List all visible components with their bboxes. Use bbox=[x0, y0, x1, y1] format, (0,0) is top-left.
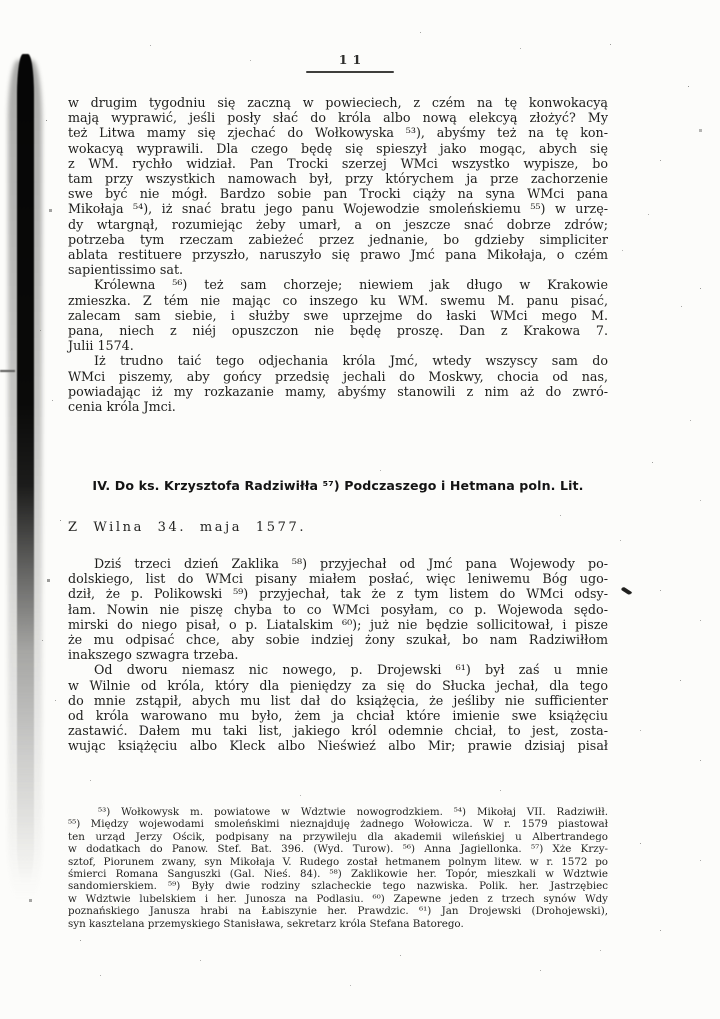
footnote-line: sandomierskiem. ⁵⁹) Były dwie rodziny szlacheckie tego nazwiska. Polik. her. Jastrzębiec bbox=[68, 880, 608, 893]
text-line: mają wyprawić, jeśli posły słać do króla albo nową elekcyą złożyć? My bbox=[68, 110, 608, 126]
text-line: wokacyą wyprawili. Dla czego będę się spieszył jako mogąc, abych się bbox=[68, 140, 608, 156]
text-line: cenia króla Jmci. bbox=[68, 399, 176, 415]
footnote-line: sztof, Piorunem zwany, syn Mikołaja V. Rudego został hetmanem polnym litew. w r. 1572 po bbox=[68, 855, 608, 868]
text-line: w drugim tygodniu się zaczną w powieciech, z czém na tę konwokacyą bbox=[68, 95, 608, 110]
paragraph-krolewna bbox=[68, 277, 608, 353]
text-line: pana, niech z niéj opuszczon nie będę proszę. Dan z Krakowa 7. bbox=[68, 323, 608, 339]
text-line: w Wilnie od króla, który dla pieniędzy za się do Słucka jechał, dla tego bbox=[68, 677, 608, 693]
text-line: Dziś trzeci dzień Zaklika ⁵⁸) przyjechał od Jmć pana Wojewody po- bbox=[94, 556, 608, 571]
page-header bbox=[303, 52, 397, 73]
footnote-line: śmierci Romana Sanguszki (Gal. Nieś. 84). ⁵⁸) Zaklikowie her. Topór, mieszkali w Wdztwie bbox=[68, 868, 608, 881]
footnote-line: syn kasztelana przemyskiego Stanisława, sekretarz króla Stefana Batorego. bbox=[68, 917, 464, 930]
text-line: dził, że p. Polikowski ⁵⁹) przyjechał, tak że z tym listem do WMci odsy- bbox=[68, 586, 608, 602]
paragraph-iz-trudno bbox=[68, 353, 608, 414]
scan-noise-speckles bbox=[0, 0, 1, 1]
footnote-line: ten urząd Jerzy Ościk, podpisany na przywileju dla akademii wileńskiej u Albertrandego bbox=[68, 830, 608, 843]
text-line: sapientissimo sat. bbox=[68, 262, 184, 278]
section-heading: IV. Do ks. Krzysztofa Radziwiłła ⁵⁷) Podczaszego i Hetmana poln. Lit. bbox=[92, 478, 584, 493]
text-line: od króla warowano mu było, żem ja chciał które imienie swe książęciu bbox=[68, 708, 608, 724]
paragraph-dzis-trzeci bbox=[68, 556, 608, 662]
text-line: wując książęciu albo Kleck albo Nieświeź albo Mir; prawie dzisiaj pisał bbox=[68, 738, 608, 754]
text-line: zalecam sam siebie, i służby swe uprzejme do łaski WMci mego M. bbox=[68, 307, 608, 323]
paragraph-od-dworu bbox=[68, 662, 608, 753]
text-line: zmieszka. Z tém nie mając co inszego ku WM. swemu M. panu pisać, bbox=[68, 292, 608, 308]
text-line: zastawić. Dałem mu taki list, jakiego król odemnie chciał, to jest, zosta- bbox=[68, 723, 608, 739]
letter-iv-body bbox=[68, 556, 608, 754]
text-line: Królewna ⁵⁶) też sam chorzeje; niewiem jak długo w Krakowie bbox=[94, 277, 608, 293]
text-line: Od dworu niemasz nic nowego, p. Drojewski ⁶¹) był zaś u mnie bbox=[94, 662, 608, 678]
text-line: do mnie zstąpił, abych mu list dał do książęcia, że jeśliby nie sufficienter bbox=[68, 692, 608, 708]
text-line: z WM. rychło widział. Pan Trocki szerzej WMci wszystko wypisze, bo bbox=[68, 155, 608, 171]
scan-artifact-dash bbox=[0, 370, 15, 372]
text-line: WMci piszemy, aby gońcy przedsię jechali do Moskwy, chocia od nas, bbox=[68, 368, 608, 384]
page-number-rule bbox=[306, 71, 394, 73]
footnote-line: poznańskiego Janusza hrabi na Łabiszynie her. Prawdzic. ⁶¹) Jan Drojewski (Drohojewski), bbox=[68, 905, 608, 918]
text-line: inakszego szwagra trzeba. bbox=[68, 647, 239, 663]
text-line: potrzeba tym rzeczam zabieżeć przez jednanie, bo gdzieby simpliciter bbox=[68, 231, 608, 247]
footnote-line: w dodatkach do Panow. Stef. Bat. 396. (Wyd. Turow). ⁵⁶) Anna Jagiellonka. ⁵⁷) Xże Krzy- bbox=[68, 843, 608, 856]
text-line: że mu odpisać chce, aby sobie indziej żony szukał, bo nam Radziwiłłom bbox=[68, 632, 608, 648]
text-line: dolskiego, list do WMci pisany miałem posłać, więc leniwemu Bóg ugo- bbox=[68, 571, 608, 587]
page-number: 11 bbox=[338, 52, 367, 67]
text-line: Mikołaja ⁵⁴), iż snać bratu jego panu Wojewodzie smoleńskiemu ⁵⁵) w urzę- bbox=[68, 201, 608, 217]
footnote-line: w Wdztwie lubelskiem i her. Junosza na Podlasiu. ⁶⁰) Zapewne jeden z trzech synów Wdy bbox=[68, 892, 608, 905]
letter-body-continuation bbox=[68, 95, 608, 414]
text-line: łam. Nowin nie piszę chyba to co WMci posyłam, co p. Wojewoda sędo- bbox=[68, 601, 608, 617]
text-line: dy wtargnął, rozumiejąc żeby umarł, a on jeszcze snać dobrze zdrów; bbox=[68, 216, 608, 232]
ink-blot-mark bbox=[621, 586, 632, 595]
footnotes-paragraph bbox=[68, 806, 608, 930]
footnote-line: ⁵³) Wołkowysk m. powiatowe w Wdztwie nowogrodzkiem. ⁵⁴) Mikołaj VII. Radziwiłł. bbox=[98, 806, 608, 818]
footnote-line: ⁵⁵) Między wojewodami smoleńskimi nieznajduję żadnego Wołowicza. W r. 1579 piastował bbox=[68, 818, 608, 831]
text-line: ablata restituere przyszło, naruszyło się prawo Jmć pana Mikołaja, o czém bbox=[68, 247, 608, 263]
binding-shadow bbox=[17, 54, 34, 884]
text-line: Iż trudno taić tego odjechania króla Jmć, wtedy wszyscy sam do bbox=[94, 353, 608, 369]
text-line: tam przy wszystkich namowach był, przy którychem ja prze zachorzenie bbox=[68, 171, 608, 187]
paragraph-convocation bbox=[68, 95, 608, 277]
text-line: też Litwa mamy się zjechać do Wołkowyska ⁵³), abyśmy też na tę kon- bbox=[68, 125, 608, 141]
footnotes-block bbox=[68, 806, 608, 930]
text-line: swe być nie mógł. Bardzo sobie pan Trocki ciąży na syna WMci pana bbox=[68, 186, 608, 202]
text-line: mirski do niego pisał, o p. Liatalskim ⁶⁰); już nie będzie sollicitował, i pisze bbox=[68, 616, 608, 632]
text-line: powiadając iż my rozkazanie mamy, abyśmy stanowili z nim aż do zwró- bbox=[68, 383, 608, 399]
text-line: Julii 1574. bbox=[68, 338, 134, 354]
section-dateline: Z Wilna 34. maja 1577. bbox=[68, 520, 307, 535]
